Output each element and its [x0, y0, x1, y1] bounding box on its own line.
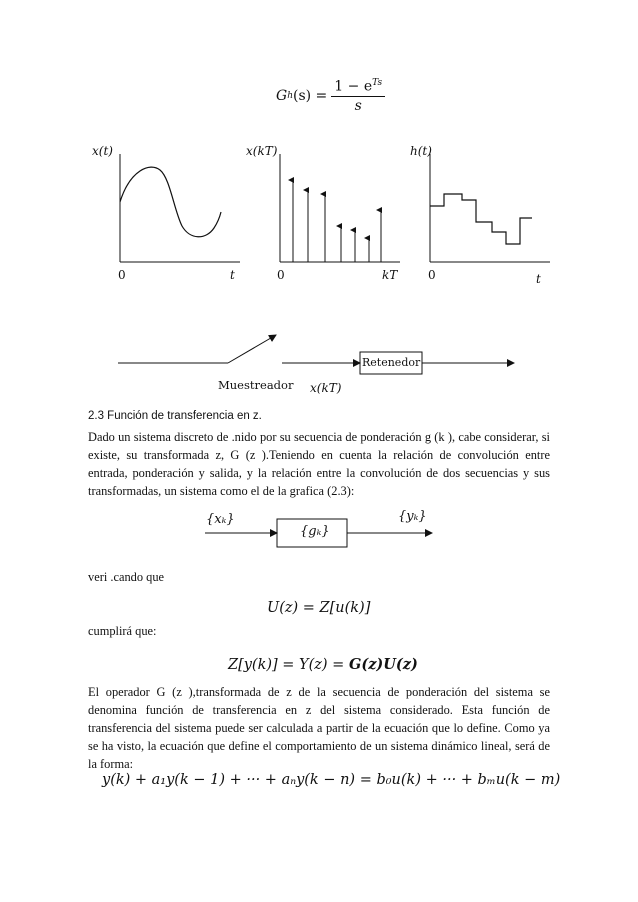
gh-numerator: 1 − e	[334, 78, 373, 95]
sampler-switch	[228, 335, 276, 363]
graph-held-signal	[400, 140, 560, 290]
g3-ylabel: h(t)	[410, 144, 432, 158]
equation-difference: y(k) + a₁y(k − 1) + ··· + aₙy(k − n) = b₀u(k) + ··· + bₘu(k − m)	[102, 772, 561, 788]
holder-label: Retenedor	[362, 356, 421, 369]
gh-lhs: G	[276, 87, 288, 104]
paragraph-transfer-function: El operador G (z ),transformada de z de la secuencia de ponderación del sistema se denomina función de transferencia en z del sistema considerado. Esta función de transferencia del sistema puede ser calculada a partir de la ecuación que lo define. Como ya se ha visto, la ecuación que define el comportamiento de un sistema dinámico lineal, será de la forma:	[88, 685, 550, 771]
equation-zy-lhs: Z[y(k)] = Y(z) =	[228, 657, 349, 673]
text-cumplira: cumplirá que:	[88, 624, 157, 638]
gh-fraction	[331, 78, 385, 114]
paragraph-intro: Dado un sistema discreto de .nido por su secuencia de ponderación g (k ), cabe considerar, si existe, su transformada z, G (z ).Teniendo en cuenta la relación de convolución entre entrada, ponderación y salida, y la relación entre la convolución de dos secuencias y sus transformadas, un sistema como el de la grafica (2.3):	[88, 430, 550, 498]
g2-ylabel: x(kT)	[246, 144, 278, 158]
equation-zy	[228, 656, 418, 673]
g3-staircase	[430, 194, 532, 244]
equation-zy-rhs: G(z)U(z)	[348, 656, 418, 673]
sampler-label: Muestreador	[218, 378, 294, 392]
gh-num-exponent: Ts	[372, 78, 383, 88]
g1-ylabel: x(t)	[92, 144, 113, 158]
sampled-signal-label: x(kT)	[310, 381, 342, 395]
g3-xlabel: t	[536, 272, 541, 286]
gh-sub: h	[287, 90, 293, 101]
gh-arg: (s) =	[292, 87, 328, 104]
g1-signal-curve	[120, 167, 221, 237]
graph-continuous-signal	[90, 140, 250, 290]
g2-zero: 0	[277, 268, 285, 282]
section-heading: 2.3 Función de transferencia en z.	[88, 410, 262, 422]
system-output-label: {yₖ}	[398, 509, 427, 524]
g1-xlabel: t	[230, 268, 235, 282]
g2-xlabel: kT	[382, 268, 398, 282]
equation-uz: U(z) = Z[u(k)]	[267, 600, 371, 616]
text-verificando: veri .cando que	[88, 570, 165, 584]
g1-zero: 0	[118, 268, 126, 282]
g3-zero: 0	[428, 268, 436, 282]
equation-gh	[276, 78, 385, 114]
system-block-label: {gₖ}	[300, 524, 330, 539]
gh-denominator: s	[354, 97, 362, 114]
system-input-label: {xₖ}	[206, 512, 235, 527]
